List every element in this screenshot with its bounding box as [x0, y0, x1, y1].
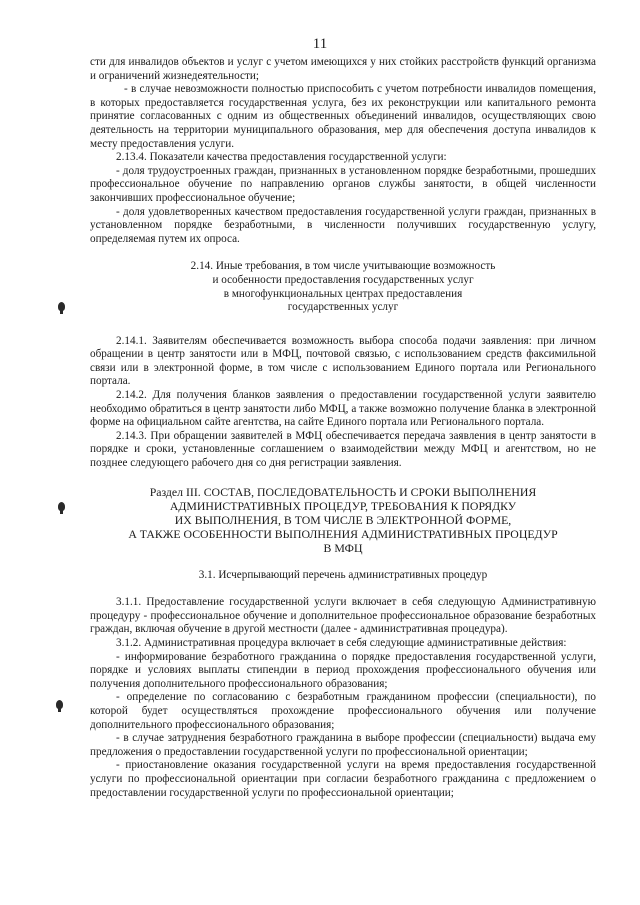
paragraph: - приостановление оказания государственной услуги на время предоставления государственной услуги по профессиональной ориентации при согласии безработного гражданина с предложением о предоставлении государственной услуги по профессиональной ориентации;	[90, 759, 596, 799]
paragraph: 3.1.2. Административная процедура включает в себя следующие административные действия:	[116, 637, 567, 649]
paragraph: 2.14.2. Для получения бланков заявления о предоставлении государственной услуги заявителю необходимо обратиться в центр занятости либо МФЦ, а также возможно получение бланка в электронной форме на официальном сайте агентства, на сайте Единого портала или Регионального портала.	[90, 389, 596, 429]
binder-hole-mark	[58, 502, 65, 511]
paragraph: - определение по согласованию с безработным гражданином профессии (специальности), по которой будет осуществляться прохождение профессионального обучения или получение дополнительного профессионального образования;	[90, 691, 596, 731]
section-heading-3-1: 3.1. Исчерпывающий перечень административных процедур	[198, 568, 488, 581]
paragraph: - в случае затруднения безработного гражданина в выборе профессии (специальности) выдача ему предложения о предоставлении государственной услуги по профессиональной ориентации;	[90, 732, 596, 758]
paragraph: - доля трудоустроенных граждан, признанных в установленном порядке безработными, прошедших профессиональное обучение по направлению органов службы занятости, в общей численности закончивших профессиональное обучение;	[90, 164, 596, 204]
paragraph: - доля удовлетворенных качеством предоставления государственной услуги граждан, признанных в установленном порядке безработными, в численности получивших государственную услугу, определяемая путем их опроса.	[90, 205, 596, 245]
paragraph: сти для инвалидов объектов и услуг с учетом имеющихся у них стойких расстройств функций организма и ограничений жизнедеятельности;	[90, 56, 596, 82]
document-body	[90, 56, 596, 800]
paragraph: - информирование безработного гражданина о порядке предоставления государственной услуги, порядке и условиях выплаты стипендии в период прохождения профессионального обучения или получения дополнительного профессионального образования;	[90, 650, 596, 690]
paragraph: - в случае невозможности полностью приспособить с учетом потребности инвалидов помещения, в которых предоставляется государственная услуга, без их реконструкции или капитального ремонта принятие согласованных с одним из общественных объединений инвалидов, осуществляющих свою деятельность на территории муниципального образования, мер для обеспечения доступа инвалидов к месту предоставления услуги.	[90, 83, 596, 150]
section-heading-2-14: 2.14. Иные требования, в том числе учитывающие возможность и особенности предоставления государственных услуг в многофункциональных центрах предоставления государственных услуг	[190, 260, 496, 314]
section-3-heading: Раздел III. СОСТАВ, ПОСЛЕДОВАТЕЛЬНОСТЬ И СРОКИ ВЫПОЛНЕНИЯ АДМИНИСТРАТИВНЫХ ПРОЦЕДУР, ТРЕБОВАНИЯ К ПОРЯДКУ ИХ ВЫПОЛНЕНИЯ, В ТОМ ЧИСЛЕ В ЭЛЕКТРОННОЙ ФОРМЕ, А ТАКЖЕ ОСОБЕННОСТИ ВЫПОЛНЕНИЯ АДМИНИСТРАТИВНЫХ ПРОЦЕДУР В МФЦ	[128, 484, 558, 555]
paragraph: 2.14.3. При обращении заявителей в МФЦ обеспечивается передача заявления в центр занятости в порядке и сроки, установленные соглашением о взаимодействии между МФЦ и агентством, но не позднее следующего рабочего дня со дня регистрации заявления.	[90, 429, 596, 470]
paragraph: 2.13.4. Показатели качества предоставления государственной услуги:	[116, 151, 447, 164]
paragraph: 3.1.1. Предоставление государственной услуги включает в себя следующую Административную процедуру - профессиональное обучение и дополнительное профессиональное образование безработных граждан, включая обучение в другой местности (далее - административная процедура).	[90, 596, 596, 636]
paragraph: 2.14.1. Заявителям обеспечивается возможность выбора способа подачи заявления: при личном обращении в центр занятости или в МФЦ, почтовой связью, с использованием средств факсимильной связи или в электронной форме, в том числе с использованием Единого портала или Регионального портала.	[90, 334, 596, 388]
binder-hole-mark	[56, 700, 63, 709]
binder-hole-mark	[58, 302, 65, 311]
page-number: 11	[312, 36, 328, 52]
